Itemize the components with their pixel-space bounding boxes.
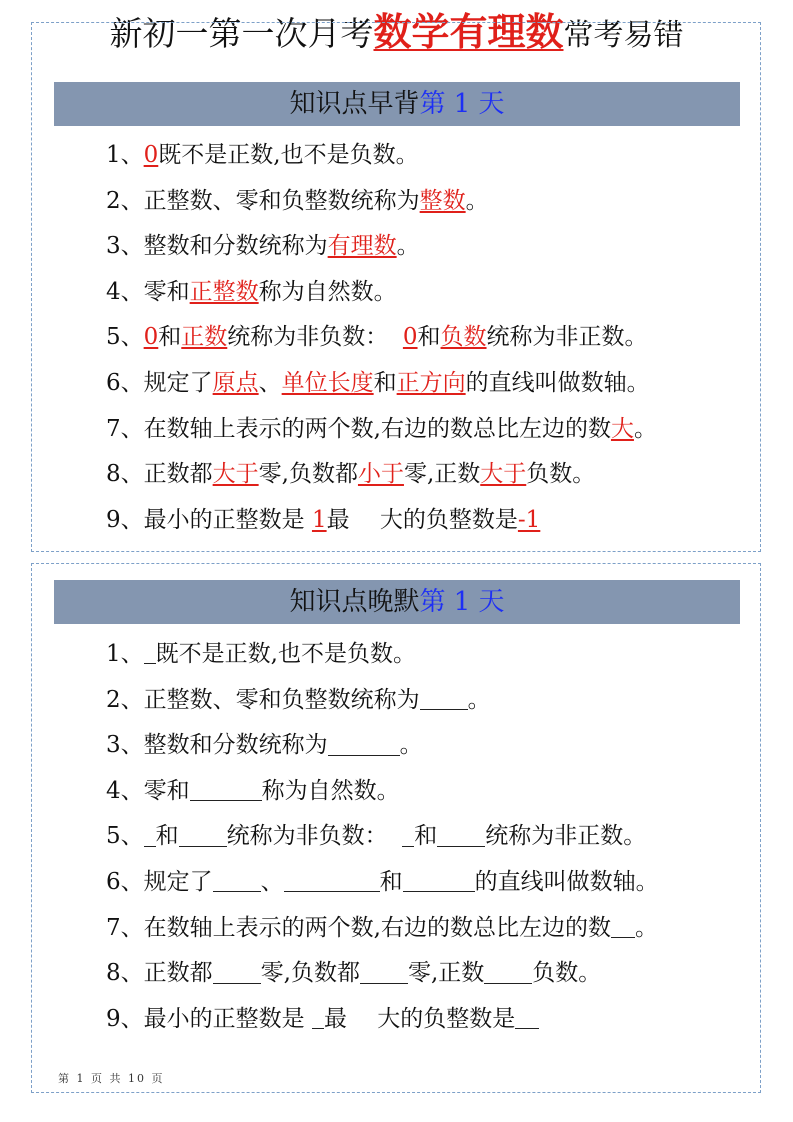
- item-text: 整数和分数统称为: [143, 732, 328, 759]
- morning-heading: [54, 82, 740, 126]
- evening-heading: [54, 580, 740, 624]
- item-text: 零,负数都: [260, 960, 360, 987]
- item-text: 正整数、零和负整数统称为: [143, 686, 420, 713]
- answer: 原点: [212, 369, 259, 396]
- answer: 单位长度: [281, 369, 374, 396]
- item-text: 零,负数都: [258, 461, 358, 488]
- item-text: 正数都: [143, 960, 213, 987]
- item-number: 6、: [106, 369, 144, 396]
- answer-blank[interactable]: [402, 823, 414, 847]
- item-text: 统称为非负数：: [226, 823, 388, 850]
- answer-blank[interactable]: [515, 1005, 539, 1029]
- morning-heading-day: 第 1 天: [419, 89, 505, 119]
- list-item: [106, 814, 750, 860]
- list-item: [106, 769, 750, 815]
- list-item: [106, 224, 750, 270]
- list-item: [106, 133, 750, 179]
- item-text: 、: [258, 369, 282, 396]
- answer-blank[interactable]: [190, 777, 262, 801]
- answer: 正方向: [396, 369, 466, 396]
- evening-heading-prefix: 知识点晚默: [289, 587, 420, 617]
- item-text: 既不是正数,也不是负数。: [158, 142, 419, 168]
- item-text: 零,正数: [407, 960, 485, 987]
- item-text: 正整数、零和负整数统称为: [143, 187, 420, 214]
- list-item: [106, 632, 750, 678]
- answer-blank[interactable]: [144, 640, 156, 664]
- item-number: 1、: [106, 641, 144, 667]
- item-text: 零和: [143, 278, 190, 305]
- item-text: 正数都: [143, 461, 213, 488]
- answer-blank[interactable]: [213, 960, 261, 984]
- answer-blank[interactable]: [437, 823, 485, 847]
- item-text: 。: [467, 686, 491, 713]
- item-number: 6、: [106, 868, 144, 895]
- list-item: [106, 270, 750, 316]
- item-text: 最 大的负整数是: [326, 506, 518, 533]
- answer-blank[interactable]: [420, 686, 468, 710]
- list-item: [106, 179, 750, 225]
- morning-heading-prefix: 知识点早背: [289, 89, 420, 119]
- item-text: 和: [158, 324, 182, 351]
- list-item: [106, 951, 750, 997]
- answer: 大: [610, 415, 634, 442]
- item-text: 。: [399, 732, 423, 759]
- answer: 0: [143, 324, 159, 351]
- item-number: 3、: [106, 233, 144, 260]
- list-item: [106, 498, 750, 544]
- item-text: 规定了: [143, 868, 213, 895]
- item-text: 。: [633, 415, 657, 442]
- answer-blank[interactable]: [328, 732, 400, 756]
- item-text: 既不是正数,也不是负数。: [155, 641, 416, 667]
- title-part1: 新初一第一次月考: [109, 14, 374, 53]
- list-item: [106, 997, 750, 1043]
- answer: 0: [402, 324, 418, 351]
- item-text: 统称为非正数。: [485, 823, 647, 850]
- item-text: 统称为非负数：: [227, 324, 389, 351]
- item-text: 和: [379, 868, 403, 895]
- list-item: [106, 407, 750, 453]
- item-text: 的直线叫做数轴。: [474, 868, 659, 895]
- list-item: [106, 361, 750, 407]
- item-text: 负数。: [532, 960, 602, 987]
- item-text: 和: [417, 324, 441, 351]
- answer-blank[interactable]: [403, 868, 475, 892]
- item-number: 5、: [106, 324, 144, 351]
- answer-blank[interactable]: [360, 960, 408, 984]
- list-item: [106, 678, 750, 724]
- item-number: 7、: [106, 914, 144, 941]
- answer-blank[interactable]: [611, 914, 635, 938]
- list-item: [106, 860, 750, 906]
- list-item: [106, 906, 750, 952]
- item-text: 、: [260, 868, 284, 895]
- item-text: 统称为非正数。: [486, 324, 648, 351]
- answer: 负数: [440, 324, 487, 351]
- item-text: 。: [634, 914, 658, 941]
- item-text: 称为自然数。: [261, 777, 400, 804]
- answer: 正整数: [189, 278, 259, 305]
- answer: -1: [517, 506, 541, 533]
- item-number: 3、: [106, 732, 144, 759]
- page-footer: 第 1 页 共 10 页: [58, 1072, 165, 1085]
- item-text: 和: [373, 369, 397, 396]
- item-number: 2、: [106, 686, 144, 713]
- answer-blank[interactable]: [284, 868, 380, 892]
- item-text: 规定了: [143, 369, 213, 396]
- item-text: 整数和分数统称为: [143, 233, 328, 260]
- list-item: [106, 452, 750, 498]
- item-text: 最小的正整数是: [143, 1005, 305, 1032]
- answer-blank[interactable]: [312, 1005, 324, 1029]
- item-number: 4、: [106, 777, 144, 804]
- item-text: 的直线叫做数轴。: [465, 369, 650, 396]
- evening-list: [106, 632, 750, 1042]
- item-number: 9、: [106, 506, 144, 533]
- item-text: 在数轴上表示的两个数,右边的数总比左边的数: [143, 415, 611, 442]
- item-number: 8、: [106, 960, 144, 987]
- answer-blank[interactable]: [213, 868, 261, 892]
- item-number: 2、: [106, 187, 144, 214]
- answer: 小于: [357, 461, 404, 488]
- item-text: 和: [155, 823, 179, 850]
- item-text: 称为自然数。: [258, 278, 397, 305]
- evening-heading-day: 第 1 天: [419, 587, 505, 617]
- morning-section: [31, 22, 761, 552]
- item-number: 7、: [106, 415, 144, 442]
- answer: 有理数: [327, 233, 397, 260]
- item-text: 零,正数: [403, 461, 481, 488]
- item-number: 8、: [106, 461, 144, 488]
- item-text: 最小的正整数是: [143, 506, 305, 533]
- answer-blank[interactable]: [179, 823, 227, 847]
- answer-blank[interactable]: [484, 960, 532, 984]
- title-highlight: 数学有理数: [373, 10, 564, 54]
- item-text: 最 大的负整数是: [323, 1005, 516, 1032]
- answer: 0: [143, 142, 159, 168]
- title-part2: 常考易错: [563, 18, 684, 53]
- item-number: 1、: [106, 142, 144, 168]
- answer: 正数: [181, 324, 228, 351]
- answer: 大于: [212, 461, 259, 488]
- item-number: 4、: [106, 278, 144, 305]
- morning-list: [106, 133, 750, 543]
- answer-blank[interactable]: [144, 823, 156, 847]
- item-number: 9、: [106, 1005, 144, 1032]
- answer: 1: [311, 506, 327, 533]
- item-number: 5、: [106, 823, 144, 850]
- list-item: [106, 723, 750, 769]
- item-text: 零和: [143, 777, 190, 804]
- answer: 整数: [419, 187, 466, 214]
- evening-section: [31, 563, 761, 1093]
- list-item: [106, 315, 750, 361]
- item-text: 负数。: [526, 461, 596, 488]
- item-text: 和: [414, 823, 438, 850]
- item-text: 。: [465, 187, 489, 214]
- answer: 大于: [480, 461, 527, 488]
- item-text: 在数轴上表示的两个数,右边的数总比左边的数: [143, 914, 611, 941]
- item-text: 。: [396, 233, 420, 260]
